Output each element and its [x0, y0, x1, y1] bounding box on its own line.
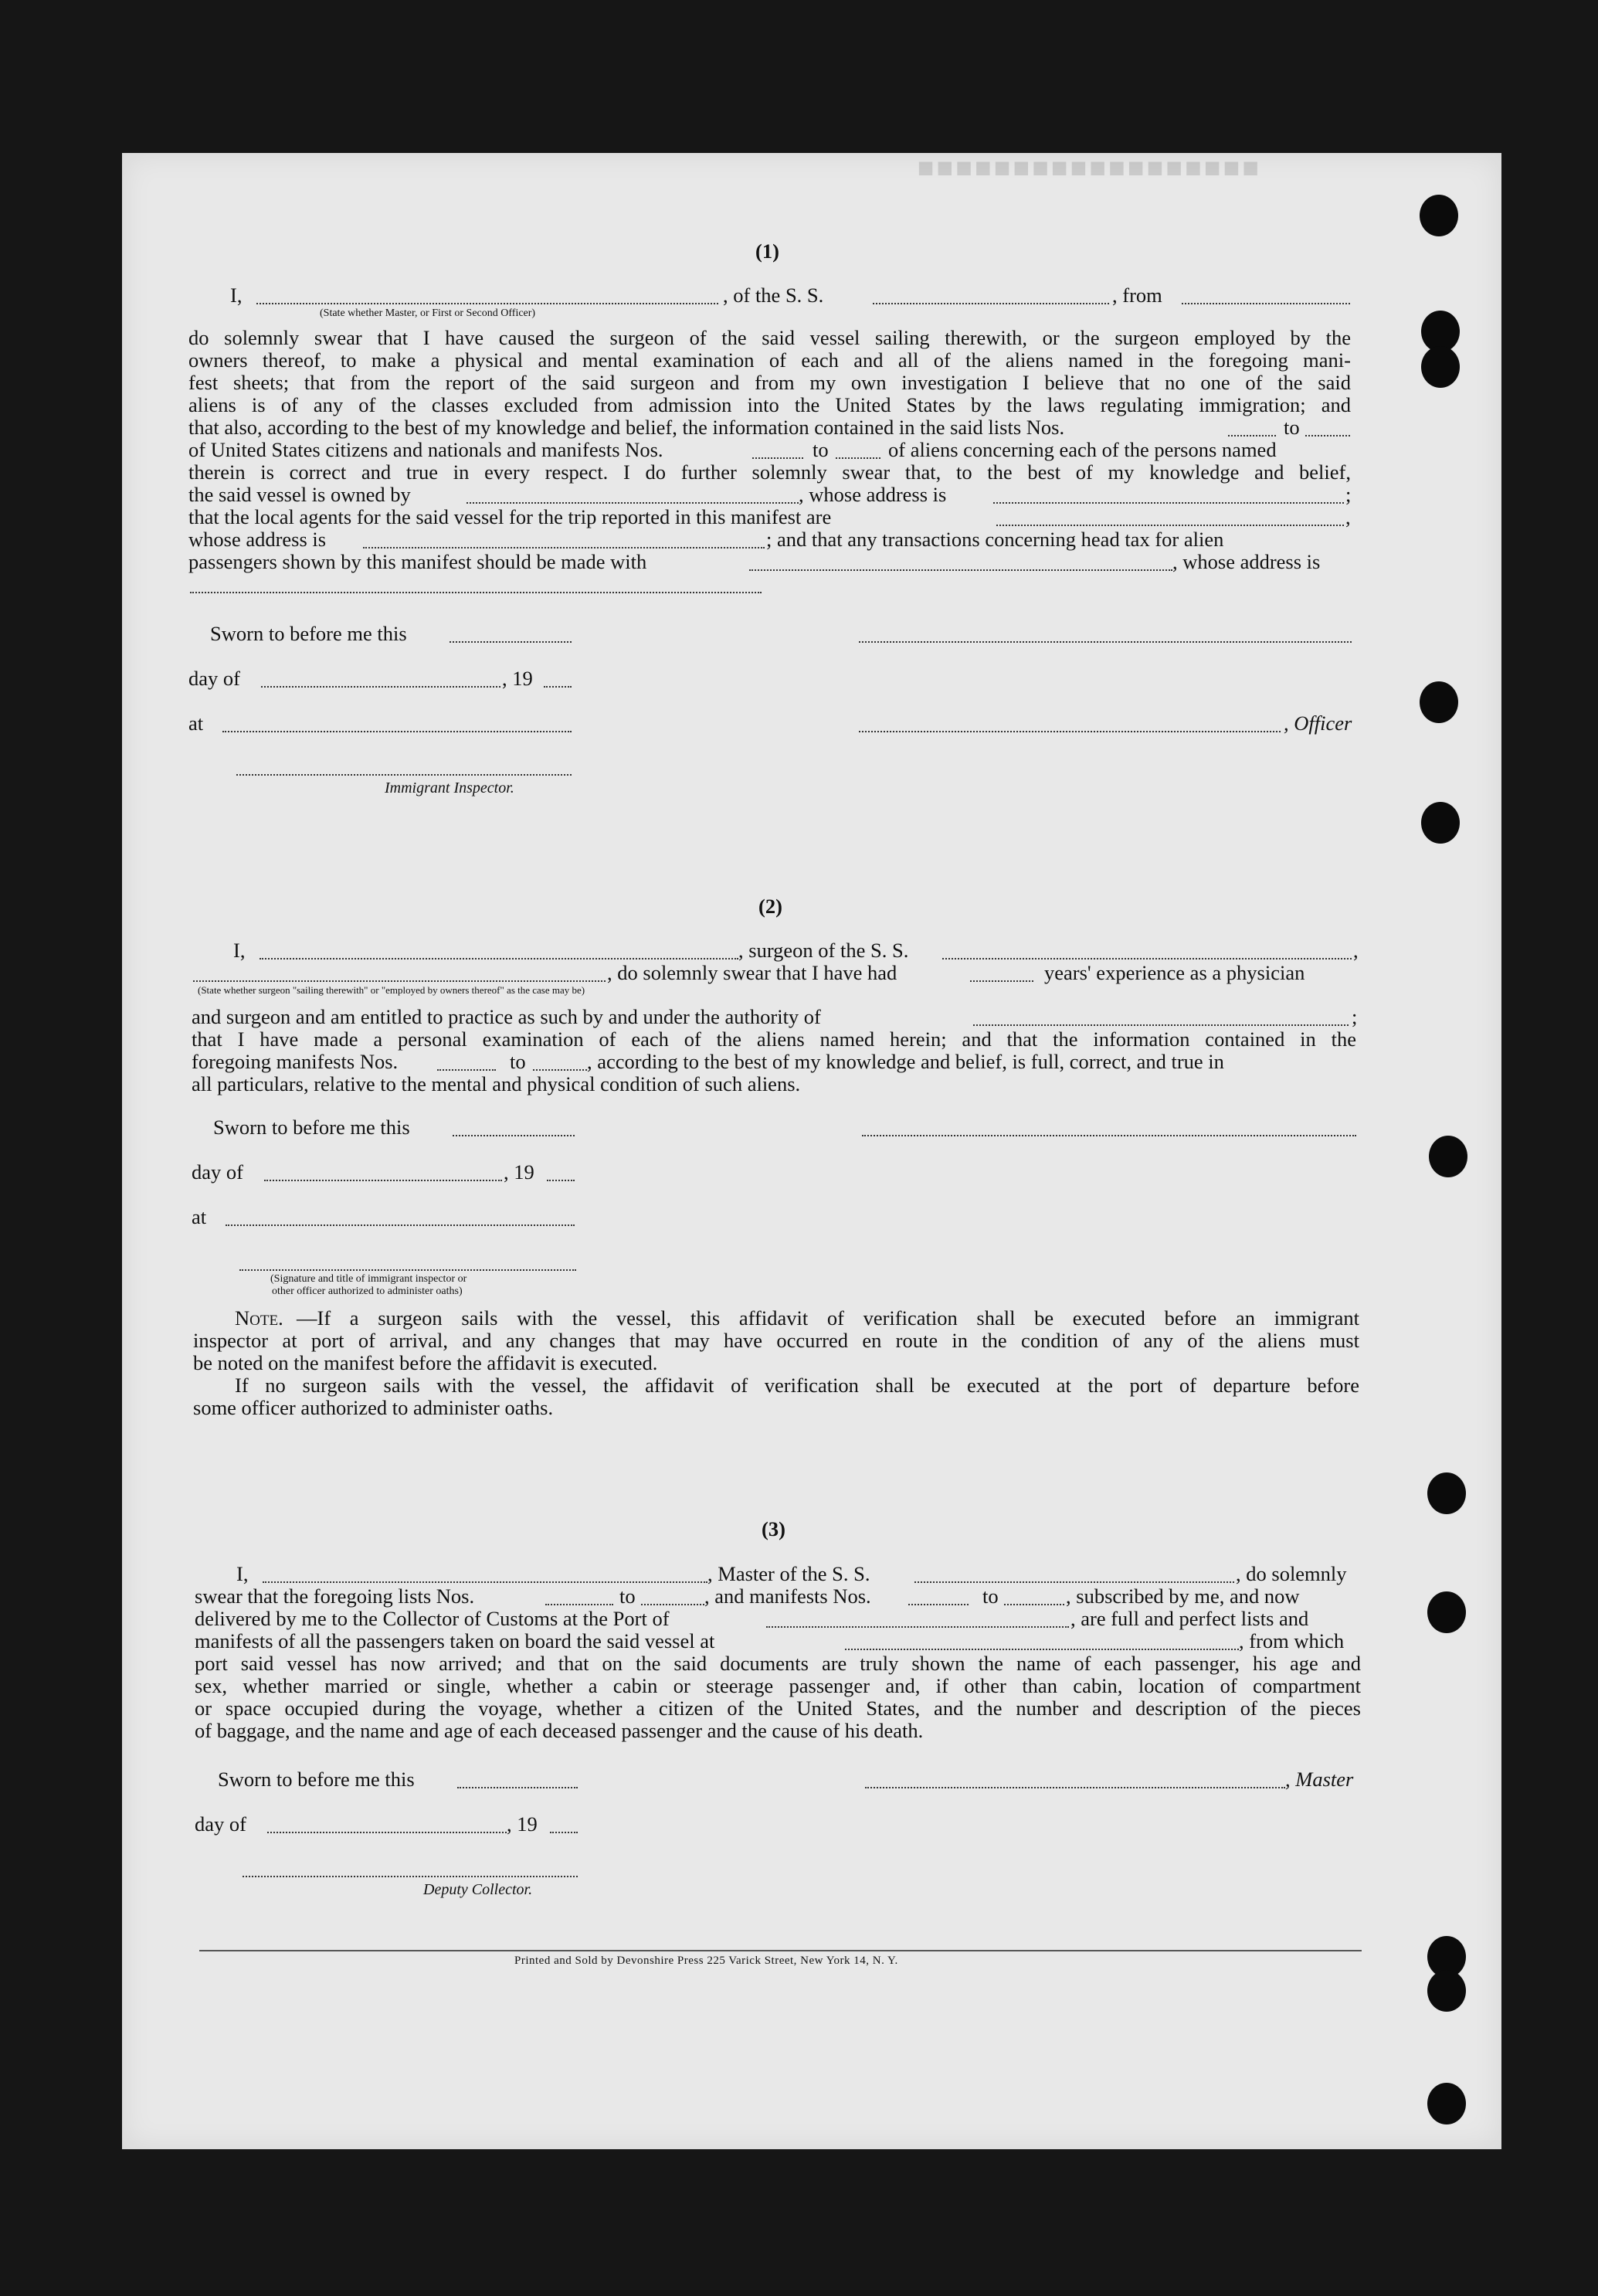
comma: ,	[1353, 939, 1359, 962]
note-line: —If a surgeon sails with the vessel, this affidavit of verification shall be executed before an immigrant	[297, 1306, 1359, 1330]
sworn-label: Sworn to before me this	[218, 1768, 415, 1791]
section-1-heading: (1)	[755, 239, 779, 263]
manifests-to-field[interactable]	[836, 457, 880, 459]
to-label: to	[510, 1050, 526, 1073]
lists-from-field[interactable]	[1228, 435, 1276, 436]
passengers-shown-label: passengers shown by this manifest should be made with	[188, 550, 647, 573]
section-3-body-line: port said vessel has now arrived; and that on the said documents are truly shown the name of each passenger, his age and	[195, 1652, 1361, 1675]
binder-hole	[1427, 1970, 1466, 2012]
collector-signature-line[interactable]	[243, 1876, 578, 1877]
of-the-ss-label: , of the S. S.	[723, 284, 824, 307]
note-label: Note.	[235, 1306, 283, 1330]
surgeon-vessel-field[interactable]	[942, 958, 1352, 959]
at-place-field[interactable]	[226, 1224, 575, 1226]
printer-imprint: Printed and Sold by Devonshire Press 225 Varick Street, New York 14, N. Y.	[514, 1955, 898, 1967]
signature-hint: (Signature and title of immigrant inspector or	[270, 1273, 467, 1285]
sworn-date-field[interactable]	[453, 1135, 575, 1136]
section-1-body-line: owners thereof, to make a physical and mental examination of each and all of the aliens named in the foregoing mani-	[188, 348, 1351, 372]
year-field[interactable]	[550, 1832, 578, 1833]
head-tax-address-field[interactable]	[190, 592, 762, 593]
manifests-from-field[interactable]	[437, 1069, 496, 1071]
day-of-field[interactable]	[264, 1180, 502, 1181]
section-2-heading: (2)	[758, 895, 782, 918]
officer-rank-hint: (State whether Master, or First or Second Officer)	[320, 307, 536, 319]
inspector-label: Immigrant Inspector.	[385, 779, 514, 796]
from-which-text: , from which	[1239, 1629, 1345, 1652]
binder-hole	[1429, 1136, 1467, 1177]
owned-by-label: the said vessel is owned by	[188, 483, 411, 506]
comma: ,	[1345, 505, 1351, 528]
deputy-collector-label: Deputy Collector.	[423, 1881, 533, 1898]
according-text: , according to the best of my knowledge and belief, is full, correct, and true in	[587, 1050, 1224, 1073]
binder-hole	[1420, 195, 1458, 236]
master-name-field[interactable]	[263, 1581, 707, 1583]
section-3-body-line: or space occupied during the voyage, whether a citizen of the United States, and the number and description of the pieces	[195, 1697, 1361, 1720]
section-3-heading: (3)	[762, 1517, 785, 1540]
at-label: at	[188, 712, 204, 735]
do-solemnly-text: , do solemnly	[1236, 1562, 1347, 1585]
whose-address-label: , whose address is	[1172, 550, 1321, 573]
manifests-from-field[interactable]	[752, 457, 803, 459]
officer-rank-field[interactable]	[256, 303, 718, 304]
section-3-oath-prefix: I,	[236, 1562, 249, 1585]
at-label: at	[192, 1205, 207, 1228]
binder-hole	[1420, 681, 1458, 723]
manifests-to-field[interactable]	[1004, 1604, 1064, 1605]
whose-address-label: , whose address is	[799, 483, 947, 506]
semicolon: ;	[1352, 1005, 1358, 1028]
owner-address-field[interactable]	[993, 502, 1344, 504]
year-field[interactable]	[547, 1180, 575, 1181]
lists-to-field[interactable]	[641, 1604, 704, 1605]
year-label: , 19	[504, 1160, 534, 1184]
from-label: , from	[1112, 284, 1162, 307]
binder-hole	[1421, 802, 1460, 844]
vessel-name-field[interactable]	[873, 303, 1109, 304]
inspector-signature-line[interactable]	[236, 774, 572, 776]
officer-label: , Officer	[1284, 712, 1352, 735]
head-tax-text: ; and that any transactions concerning head tax for alien	[766, 528, 1224, 551]
note-line: If no surgeon sails with the vessel, the affidavit of verification shall be executed at the port of departure before	[235, 1374, 1359, 1397]
manifests-all-label: manifests of all the passengers taken on board the said vessel at	[195, 1629, 715, 1652]
lists-line: that also, according to the best of my knowledge and belief, the information contained in the said lists Nos.	[188, 416, 1065, 439]
day-of-label: day of	[195, 1812, 246, 1836]
master-label: , Master	[1285, 1768, 1354, 1791]
sworn-date-field[interactable]	[457, 1787, 578, 1788]
particulars-line: all particulars, relative to the mental and physical condition of such aliens.	[192, 1072, 801, 1095]
day-of-field[interactable]	[261, 686, 500, 688]
officer-signature-line[interactable]	[859, 641, 1352, 643]
section-3-body-line: of baggage, and the name and age of each deceased passenger and the cause of his death.	[195, 1719, 924, 1742]
personal-exam-line: that I have made a personal examination of each of the aliens named herein; and that the information contained in the	[192, 1027, 1356, 1051]
at-place-field[interactable]	[222, 731, 572, 732]
manifests-to-field[interactable]	[533, 1069, 587, 1071]
to-label: to	[619, 1584, 636, 1608]
surgeon-of-label: , surgeon of the S. S.	[738, 939, 909, 962]
port-from-field[interactable]	[1182, 303, 1350, 304]
owner-field[interactable]	[467, 502, 799, 504]
port-field[interactable]	[766, 1626, 1069, 1628]
signature-hint: other officer authorized to administer oaths)	[272, 1286, 463, 1297]
note-line: some officer authorized to administer oaths.	[193, 1396, 554, 1419]
day-of-field[interactable]	[267, 1832, 507, 1833]
whose-address-label: whose address is	[188, 528, 327, 551]
head-tax-party-field[interactable]	[749, 569, 1172, 571]
lists-from-field[interactable]	[545, 1604, 613, 1605]
lists-to-field[interactable]	[1305, 435, 1350, 436]
full-perfect-text: , are full and perfect lists and	[1070, 1607, 1309, 1630]
to-label: to	[982, 1584, 999, 1608]
year-label: , 19	[502, 667, 533, 690]
manifests-from-field[interactable]	[908, 1604, 969, 1605]
officer-line[interactable]	[859, 731, 1281, 732]
boarding-port-field[interactable]	[845, 1649, 1239, 1650]
bleed-through-reverse-text: ■■■■■■■■■■■■■■■■■■	[914, 151, 1259, 183]
sworn-date-field[interactable]	[450, 641, 572, 643]
authority-label: and surgeon and am entitled to practice as such by and under the authority of	[192, 1005, 821, 1028]
binder-hole	[1427, 1472, 1466, 1514]
and-manifests-label: , and manifests Nos.	[704, 1584, 871, 1608]
surgeon-status-field[interactable]	[193, 980, 606, 982]
years-experience-field[interactable]	[970, 980, 1033, 982]
day-of-label: day of	[188, 667, 240, 690]
manifests-line: of United States citizens and nationals and manifests Nos.	[188, 438, 663, 461]
section-1-oath-prefix: I,	[230, 284, 243, 307]
binder-hole	[1427, 2083, 1466, 2124]
therein-line: therein is correct and true in every respect. I do further solemnly swear that, to the best of my knowledge and belief,	[188, 460, 1351, 484]
agents-address-field[interactable]	[363, 547, 765, 549]
section-1-body-line: fest sheets; that from the report of the said surgeon and from my own investigation I believe that no one of the said	[188, 371, 1351, 394]
delivered-label: delivered by me to the Collector of Customs at the Port of	[195, 1607, 670, 1630]
years-experience-text: years' experience as a physician	[1044, 961, 1305, 984]
sworn-label: Sworn to before me this	[210, 622, 407, 645]
surgeon-signature-line[interactable]	[862, 1135, 1356, 1136]
foregoing-manifests-label: foregoing manifests Nos.	[192, 1050, 399, 1073]
section-2-oath-prefix: I,	[233, 939, 246, 962]
section-1-body-line: do solemnly swear that I have caused the surgeon of the said vessel sailing therewith, or the surgeon employed by the	[188, 326, 1351, 349]
note-line: be noted on the manifest before the affidavit is executed.	[193, 1351, 658, 1374]
section-3-body-line: sex, whether married or single, whether a cabin or steerage passenger and, if other than cabin, location of compartment	[195, 1674, 1361, 1697]
master-of-label: , Master of the S. S.	[707, 1562, 870, 1585]
semicolon: ;	[1345, 483, 1352, 506]
day-of-label: day of	[192, 1160, 243, 1184]
sworn-label: Sworn to before me this	[213, 1116, 410, 1139]
binder-hole	[1421, 346, 1460, 388]
of-aliens-text: of aliens concerning each of the persons named	[888, 438, 1277, 461]
master-vessel-field[interactable]	[914, 1581, 1234, 1583]
surgeon-status-hint: (State whether surgeon "sailing therewith" or "employed by owners thereof" as the case may be)	[198, 984, 585, 996]
year-label: , 19	[507, 1812, 538, 1836]
to-label: to	[813, 438, 829, 461]
inspector-signature-line[interactable]	[239, 1269, 576, 1271]
to-label: to	[1284, 416, 1300, 439]
section-1-body-line: aliens is of any of the classes excluded from admission into the United States by the laws regulating immigration; and	[188, 393, 1351, 416]
subscribed-text: , subscribed by me, and now	[1066, 1584, 1300, 1608]
binder-hole	[1427, 1591, 1466, 1633]
note-line: inspector at port of arrival, and any changes that may have occurred en route in the condition of any of the aliens must	[193, 1329, 1359, 1352]
year-field[interactable]	[544, 686, 572, 688]
do-solemnly-text: , do solemnly swear that I have had	[607, 961, 897, 984]
local-agents-label: that the local agents for the said vessel for the trip reported in this manifest are	[188, 505, 832, 528]
swear-lists-label: swear that the foregoing lists Nos.	[195, 1584, 475, 1608]
footer-rule	[199, 1950, 1362, 1951]
master-signature-line[interactable]	[865, 1787, 1285, 1788]
authority-field[interactable]	[973, 1024, 1349, 1026]
local-agents-field[interactable]	[996, 525, 1344, 526]
surgeon-name-field[interactable]	[260, 958, 738, 959]
